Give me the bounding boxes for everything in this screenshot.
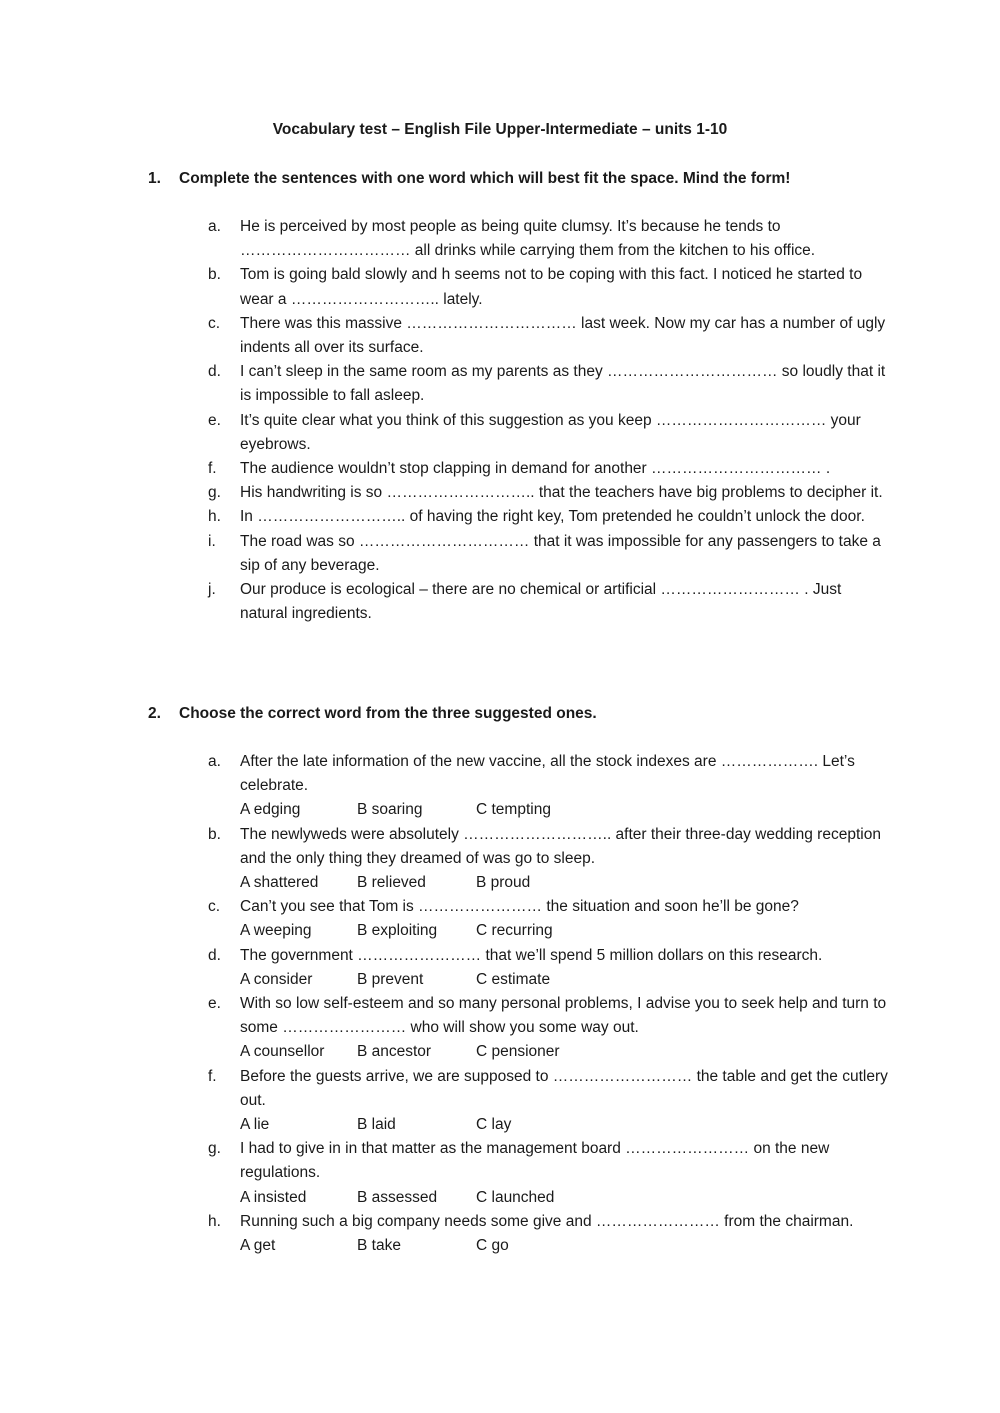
list-item bbox=[208, 895, 888, 943]
section-number: 2. bbox=[148, 705, 161, 722]
answer-options bbox=[240, 1186, 888, 1210]
option-a: A counsellor bbox=[240, 1043, 325, 1061]
list-item bbox=[208, 312, 888, 360]
option-c: C pensioner bbox=[476, 1043, 560, 1061]
list-item bbox=[208, 992, 888, 1065]
item-letter: h. bbox=[208, 1212, 221, 1230]
option-a: A weeping bbox=[240, 922, 312, 940]
list-item bbox=[208, 750, 888, 823]
item-letter: f. bbox=[208, 1067, 217, 1085]
option-a: A lie bbox=[240, 1115, 270, 1133]
item-text: I had to give in in that matter as the management board …………………… on the new regulations. bbox=[240, 1140, 830, 1182]
answer-options bbox=[240, 1234, 888, 1258]
answer-options bbox=[240, 1113, 888, 1137]
option-b: B soaring bbox=[357, 801, 423, 819]
option-b: B ancestor bbox=[357, 1043, 432, 1061]
item-letter: e. bbox=[208, 994, 221, 1012]
answer-options bbox=[240, 968, 888, 992]
list-item bbox=[208, 215, 888, 263]
section-instruction: Choose the correct word from the three suggested ones. bbox=[179, 705, 597, 722]
option-b: B take bbox=[357, 1236, 401, 1254]
option-c: C launched bbox=[476, 1188, 555, 1206]
option-b: B laid bbox=[357, 1115, 396, 1133]
list-item bbox=[208, 1210, 888, 1258]
list-item bbox=[208, 823, 888, 896]
list-item bbox=[208, 578, 888, 626]
item-text: Can’t you see that Tom is …………………… the situation and soon he’ll be gone? bbox=[240, 898, 799, 916]
page-title: Vocabulary test – English File Upper-Intermediate – units 1-10 bbox=[272, 121, 728, 138]
option-a: A edging bbox=[240, 801, 301, 819]
item-text: The audience wouldn’t stop clapping in demand for another …………………………… . bbox=[240, 460, 831, 478]
item-text: Before the guests arrive, we are supposed to ……………………… the table and get the cutlery out. bbox=[240, 1067, 888, 1109]
answer-options bbox=[240, 919, 888, 943]
item-letter: d. bbox=[208, 363, 221, 381]
item-letter: f. bbox=[208, 460, 217, 478]
item-text: With so low self-esteem and so many personal problems, I advise you to seek help and turn to some …………………… who will show you some way out. bbox=[240, 994, 887, 1037]
list-item bbox=[208, 1065, 888, 1138]
item-letter: h. bbox=[208, 508, 221, 526]
option-c: C tempting bbox=[476, 801, 551, 819]
item-text: In ……………………….. of having the right key, Tom pretended he couldn’t unlock the door. bbox=[240, 508, 865, 526]
item-letter: g. bbox=[208, 1140, 221, 1158]
list-item bbox=[208, 505, 888, 529]
option-b: B exploiting bbox=[357, 922, 438, 940]
list-item bbox=[208, 530, 888, 578]
item-letter: j. bbox=[208, 581, 216, 599]
option-a: A get bbox=[240, 1236, 276, 1254]
section-2-items bbox=[208, 750, 888, 1258]
answer-options bbox=[240, 871, 888, 895]
item-text: Running such a big company needs some give and …………………… from the chairman. bbox=[240, 1212, 854, 1230]
option-b: B relieved bbox=[357, 874, 426, 891]
item-text: I can’t sleep in the same room as my parents as they …………………………… so loudly that it is impossible to fall asleep. bbox=[240, 363, 886, 405]
list-item bbox=[208, 481, 888, 505]
list-item bbox=[208, 263, 888, 311]
section-instruction: Complete the sentences with one word which will best fit the space. Mind the form! bbox=[179, 170, 791, 187]
list-item bbox=[208, 944, 888, 992]
item-letter: b. bbox=[208, 825, 221, 843]
list-item bbox=[208, 360, 888, 408]
option-c: C go bbox=[476, 1236, 509, 1254]
option-c: B proud bbox=[476, 874, 531, 891]
item-text: It’s quite clear what you think of this suggestion as you keep …………………………… your eyebrows. bbox=[240, 411, 861, 453]
item-text: After the late information of the new vaccine, all the stock indexes are ………………. Let’s celebrate. bbox=[240, 753, 855, 795]
option-b: B assessed bbox=[357, 1188, 438, 1206]
item-text: There was this massive …………………………… last week. Now my car has a number of ugly indents all over its surface. bbox=[240, 314, 886, 357]
item-letter: e. bbox=[208, 411, 221, 429]
item-text: The road was so …………………………… that it was impossible for any passengers to take a sip of any beverage. bbox=[240, 532, 881, 574]
option-a: A insisted bbox=[240, 1188, 307, 1206]
item-letter: i. bbox=[208, 532, 216, 550]
item-letter: g. bbox=[208, 484, 221, 502]
answer-options bbox=[240, 1040, 888, 1064]
section-1-items bbox=[208, 215, 888, 626]
option-c: C recurring bbox=[476, 922, 553, 940]
item-letter: d. bbox=[208, 946, 221, 964]
list-item bbox=[208, 1137, 888, 1210]
option-c: C lay bbox=[476, 1115, 512, 1133]
list-item bbox=[208, 409, 888, 457]
item-text: He is perceived by most people as being quite clumsy. It’s because he tends to …………………………… all drinks while carrying them from the kitchen to his office. bbox=[240, 218, 816, 260]
option-b: B prevent bbox=[357, 970, 424, 988]
item-text: Our produce is ecological – there are no chemical or artificial ……………………… . Just natural ingredients. bbox=[240, 581, 842, 623]
item-letter: b. bbox=[208, 266, 221, 284]
item-letter: c. bbox=[208, 314, 221, 332]
option-a: A shattered bbox=[240, 874, 319, 891]
list-item bbox=[208, 457, 888, 481]
item-letter: a. bbox=[208, 753, 221, 770]
item-text: The newlyweds were absolutely ……………………….. after their three-day wedding reception and the only thing they dreamed of was go to sleep. bbox=[240, 825, 881, 867]
answer-options bbox=[240, 798, 888, 822]
item-text: The government …………………… that we’ll spend 5 million dollars on this research. bbox=[240, 946, 823, 964]
item-text: Tom is going bald slowly and h seems not to be coping with this fact. I noticed he started to wear a ……………………….. lately. bbox=[240, 266, 863, 308]
option-a: A consider bbox=[240, 970, 313, 988]
section-number: 1. bbox=[148, 170, 161, 187]
item-letter: a. bbox=[208, 218, 221, 235]
item-text: His handwriting is so ……………………….. that the teachers have big problems to decipher it. bbox=[240, 484, 883, 502]
option-c: C estimate bbox=[476, 970, 551, 988]
item-letter: c. bbox=[208, 898, 221, 916]
